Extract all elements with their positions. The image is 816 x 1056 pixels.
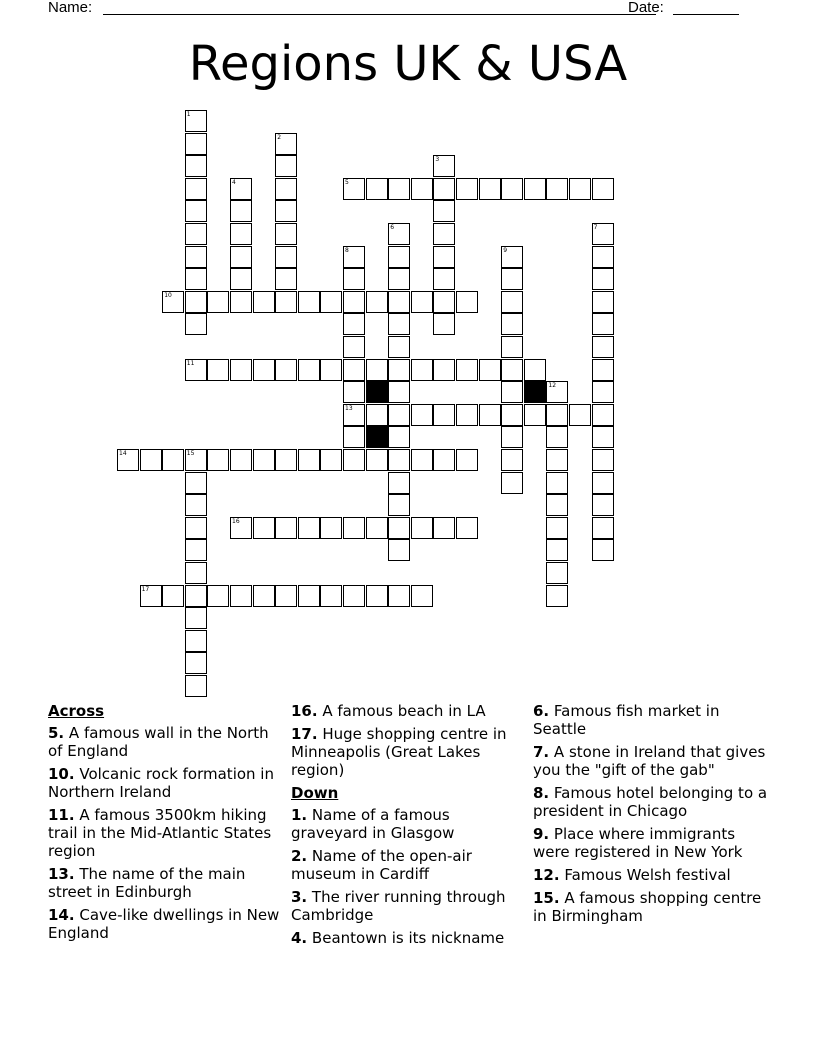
grid-cell[interactable] xyxy=(185,539,207,561)
grid-cell[interactable] xyxy=(275,178,297,200)
grid-cell[interactable] xyxy=(433,313,455,335)
grid-cell[interactable] xyxy=(207,585,229,607)
grid-cell[interactable] xyxy=(433,268,455,290)
grid-cell[interactable] xyxy=(592,336,614,358)
grid-cell[interactable] xyxy=(501,426,523,448)
grid-cell[interactable] xyxy=(388,404,410,426)
grid-cell[interactable] xyxy=(253,291,275,313)
clue-across-13: 13. The name of the main street in Edinburgh xyxy=(48,865,246,901)
grid-cell[interactable] xyxy=(275,291,297,313)
grid-cell[interactable] xyxy=(546,472,568,494)
clue-number: 8 xyxy=(345,246,349,254)
grid-cell[interactable] xyxy=(320,585,342,607)
clue-down-12: 12. Famous Welsh festival xyxy=(533,866,731,884)
grid-cell[interactable] xyxy=(185,607,207,629)
clue-number: 5 xyxy=(345,178,349,186)
grid-cell[interactable] xyxy=(140,449,162,471)
grid-cell[interactable] xyxy=(592,494,614,516)
grid-cell[interactable] xyxy=(388,539,410,561)
grid-cell[interactable] xyxy=(479,178,501,200)
grid-cell[interactable] xyxy=(592,291,614,313)
grid-cell[interactable] xyxy=(524,359,546,381)
grid-cell[interactable] xyxy=(388,246,410,268)
grid-cell[interactable] xyxy=(207,449,229,471)
grid-cell[interactable] xyxy=(411,404,433,426)
clue-across-16: 16. A famous beach in LA xyxy=(291,702,486,720)
clue-number: 2 xyxy=(277,133,282,141)
grid-cell[interactable] xyxy=(343,426,365,448)
grid-cell[interactable] xyxy=(433,404,455,426)
grid-cell[interactable] xyxy=(592,246,614,268)
grid-cell[interactable] xyxy=(185,562,207,584)
clue-down-2: 2. Name of the open-air museum in Cardiff xyxy=(291,847,472,883)
grid-cell[interactable] xyxy=(388,359,410,381)
grid-cell[interactable] xyxy=(343,585,365,607)
clue-down-15: 15. A famous shopping centre in Birmingham xyxy=(533,889,762,925)
name-label: Name: xyxy=(48,0,93,16)
clue-across-17: 17. Huge shopping centre in Minneapolis (Great Lakes region) xyxy=(291,725,507,779)
grid-cell[interactable] xyxy=(366,404,388,426)
grid-cell[interactable] xyxy=(253,585,275,607)
grid-cell[interactable] xyxy=(546,494,568,516)
grid-cell[interactable] xyxy=(456,404,478,426)
grid-cell[interactable] xyxy=(546,539,568,561)
clue-number: 17 xyxy=(141,585,150,593)
grid-cell[interactable] xyxy=(501,381,523,403)
grid-cell[interactable] xyxy=(388,268,410,290)
grid-cell[interactable] xyxy=(546,449,568,471)
grid-cell[interactable] xyxy=(230,359,252,381)
clue-number: 15 xyxy=(186,450,195,457)
clue-number: 12 xyxy=(548,382,557,390)
grid-cell[interactable] xyxy=(592,359,614,381)
grid-cell[interactable] xyxy=(388,381,410,403)
grid-cell[interactable] xyxy=(343,517,365,539)
grid-cell[interactable] xyxy=(275,200,297,222)
grid-cell[interactable] xyxy=(592,426,614,448)
clue-number: 4 xyxy=(232,178,236,186)
grid-cell[interactable] xyxy=(456,291,478,313)
grid-cell[interactable] xyxy=(546,178,568,200)
grid-cell[interactable] xyxy=(524,178,546,200)
grid-cell[interactable] xyxy=(479,359,501,381)
grid-cell[interactable] xyxy=(162,585,184,607)
grid-cell[interactable] xyxy=(275,268,297,290)
grid-cell[interactable] xyxy=(298,359,320,381)
puzzle-title: Regions UK & USA xyxy=(188,36,628,92)
grid-cell[interactable] xyxy=(501,336,523,358)
grid-cell[interactable] xyxy=(433,449,455,471)
grid-cell[interactable] xyxy=(501,178,523,200)
grid-cell[interactable] xyxy=(185,675,207,697)
grid-cell[interactable] xyxy=(320,359,342,381)
grid-cell[interactable] xyxy=(592,313,614,335)
grid-cell[interactable] xyxy=(366,517,388,539)
grid-cell[interactable] xyxy=(185,155,207,177)
grid-cell[interactable] xyxy=(546,404,568,426)
grid-cell[interactable] xyxy=(411,585,433,607)
grid-cell[interactable] xyxy=(501,472,523,494)
grid-cell[interactable] xyxy=(298,291,320,313)
clues-column-1 xyxy=(48,702,284,947)
grid-cell[interactable] xyxy=(185,652,207,674)
grid-cell[interactable] xyxy=(230,268,252,290)
grid-cell[interactable] xyxy=(388,426,410,448)
grid-cell[interactable] xyxy=(343,291,365,313)
grid-cell[interactable] xyxy=(411,291,433,313)
clues-column-2 xyxy=(291,702,527,952)
grid-cell[interactable] xyxy=(592,539,614,561)
clues-column-3 xyxy=(533,702,769,930)
grid-cell[interactable] xyxy=(343,268,365,290)
grid-cell[interactable] xyxy=(185,517,207,539)
clue-down-9: 9. Place where immigrants were registered in New York xyxy=(533,825,743,861)
grid-cell[interactable] xyxy=(298,517,320,539)
grid-cell[interactable] xyxy=(185,472,207,494)
grid-cell[interactable] xyxy=(185,291,207,313)
grid-cell[interactable] xyxy=(230,246,252,268)
grid-cell[interactable] xyxy=(275,223,297,245)
grid-cell[interactable] xyxy=(298,449,320,471)
grid-cell[interactable] xyxy=(185,313,207,335)
grid-cell[interactable] xyxy=(185,268,207,290)
grid-cell[interactable] xyxy=(185,246,207,268)
grid-cell[interactable] xyxy=(501,404,523,426)
grid-cell[interactable] xyxy=(592,449,614,471)
grid-cell[interactable] xyxy=(275,359,297,381)
clue-down-3: 3. The river running through Cambridge xyxy=(291,888,506,924)
clue-across-5: 5. A famous wall in the North of England xyxy=(48,724,269,760)
grid-cell[interactable] xyxy=(592,178,614,200)
grid-cell[interactable] xyxy=(388,178,410,200)
grid-cell[interactable] xyxy=(343,381,365,403)
grid-cell[interactable] xyxy=(569,404,591,426)
grid-cell[interactable] xyxy=(185,585,207,607)
grid-cell[interactable] xyxy=(320,517,342,539)
grid-cell[interactable] xyxy=(411,178,433,200)
grid-cell[interactable] xyxy=(185,133,207,155)
grid-cell[interactable] xyxy=(275,246,297,268)
grid-cell[interactable] xyxy=(501,268,523,290)
grid-cell[interactable] xyxy=(253,449,275,471)
clue-down-8: 8. Famous hotel belonging to a president in Chicago xyxy=(533,784,768,820)
grid-cell[interactable] xyxy=(343,359,365,381)
grid-cell[interactable] xyxy=(433,178,455,200)
grid-cell[interactable] xyxy=(366,585,388,607)
clue-number: 10 xyxy=(164,291,172,299)
clue-number: 1 xyxy=(186,111,191,118)
grid-cell[interactable] xyxy=(456,517,478,539)
grid-cell[interactable] xyxy=(411,359,433,381)
clue-down-1: 1. Name of a famous graveyard in Glasgow xyxy=(291,806,455,842)
grid-cell[interactable] xyxy=(524,404,546,426)
grid-cell[interactable] xyxy=(546,426,568,448)
grid-cell[interactable] xyxy=(230,449,252,471)
clue-number: 7 xyxy=(593,224,598,231)
grid-cell[interactable] xyxy=(479,404,501,426)
grid-cell[interactable] xyxy=(592,404,614,426)
grid-cell[interactable] xyxy=(275,585,297,607)
clue-number: 13 xyxy=(345,404,353,412)
grid-cell[interactable] xyxy=(343,449,365,471)
clue-number: 3 xyxy=(435,156,440,164)
grid-cell[interactable] xyxy=(433,200,455,222)
black-square xyxy=(366,426,388,448)
date-label: Date: xyxy=(628,0,664,16)
down-heading: Down xyxy=(291,784,339,802)
grid-cell[interactable] xyxy=(366,449,388,471)
grid-cell[interactable] xyxy=(592,472,614,494)
grid-cell[interactable] xyxy=(343,313,365,335)
black-square xyxy=(524,381,546,403)
clue-across-10: 10. Volcanic rock formation in Northern Ireland xyxy=(48,765,274,801)
grid-cell[interactable] xyxy=(343,336,365,358)
grid-cell[interactable] xyxy=(275,449,297,471)
grid-cell[interactable] xyxy=(207,291,229,313)
grid-cell[interactable] xyxy=(185,630,207,652)
grid-cell[interactable] xyxy=(546,517,568,539)
grid-cell[interactable] xyxy=(433,359,455,381)
clue-number: 14 xyxy=(119,450,127,457)
grid-cell[interactable] xyxy=(253,359,275,381)
grid-cell[interactable] xyxy=(320,449,342,471)
grid-cell[interactable] xyxy=(185,223,207,245)
grid-cell[interactable] xyxy=(388,313,410,335)
grid-cell[interactable] xyxy=(456,178,478,200)
grid-cell[interactable] xyxy=(433,291,455,313)
grid-cell[interactable] xyxy=(366,178,388,200)
clue-across-11: 11. A famous 3500km hiking trail in the Mid-Atlantic States region xyxy=(48,806,272,860)
grid-cell[interactable] xyxy=(411,449,433,471)
grid-cell[interactable] xyxy=(230,200,252,222)
grid-cell[interactable] xyxy=(456,359,478,381)
grid-cell[interactable] xyxy=(569,178,591,200)
grid-cell[interactable] xyxy=(546,585,568,607)
grid-cell[interactable] xyxy=(230,291,252,313)
grid-cell[interactable] xyxy=(501,359,523,381)
clue-number: 6 xyxy=(390,224,395,231)
grid-cell[interactable] xyxy=(388,291,410,313)
clue-down-4: 4. Beantown is its nickname xyxy=(291,929,505,947)
black-square xyxy=(366,381,388,403)
grid-cell[interactable] xyxy=(546,562,568,584)
clue-down-7: 7. A stone in Ireland that gives you the "gift of the gab" xyxy=(533,743,766,779)
grid-cell[interactable] xyxy=(275,517,297,539)
grid-cell[interactable] xyxy=(388,585,410,607)
grid-cell[interactable] xyxy=(275,155,297,177)
grid-cell[interactable] xyxy=(388,336,410,358)
grid-cell[interactable] xyxy=(456,449,478,471)
clue-number: 9 xyxy=(503,246,508,254)
grid-cell[interactable] xyxy=(592,381,614,403)
grid-cell[interactable] xyxy=(501,291,523,313)
grid-cell[interactable] xyxy=(433,223,455,245)
grid-cell[interactable] xyxy=(298,585,320,607)
grid-cell[interactable] xyxy=(230,585,252,607)
clue-number: 11 xyxy=(186,359,195,367)
grid-cell[interactable] xyxy=(185,200,207,222)
grid-cell[interactable] xyxy=(253,517,275,539)
grid-cell[interactable] xyxy=(388,449,410,471)
grid-cell[interactable] xyxy=(388,494,410,516)
grid-cell[interactable] xyxy=(501,449,523,471)
grid-cell[interactable] xyxy=(320,291,342,313)
grid-cell[interactable] xyxy=(185,494,207,516)
grid-cell[interactable] xyxy=(388,472,410,494)
clue-across-14: 14. Cave-like dwellings in New England xyxy=(48,906,280,942)
grid-cell[interactable] xyxy=(433,517,455,539)
grid-cell[interactable] xyxy=(230,223,252,245)
clue-down-6: 6. Famous fish market in Seattle xyxy=(533,702,720,738)
grid-cell[interactable] xyxy=(162,449,184,471)
grid-cell[interactable] xyxy=(207,359,229,381)
grid-cell[interactable] xyxy=(592,517,614,539)
grid-cell[interactable] xyxy=(366,359,388,381)
grid-cell[interactable] xyxy=(185,178,207,200)
grid-cell[interactable] xyxy=(592,268,614,290)
across-heading: Across xyxy=(48,702,105,720)
grid-cell[interactable] xyxy=(366,291,388,313)
grid-cell[interactable] xyxy=(501,313,523,335)
grid-cell[interactable] xyxy=(433,246,455,268)
grid-cell[interactable] xyxy=(411,517,433,539)
clue-number: 16 xyxy=(232,517,240,525)
grid-cell[interactable] xyxy=(388,517,410,539)
